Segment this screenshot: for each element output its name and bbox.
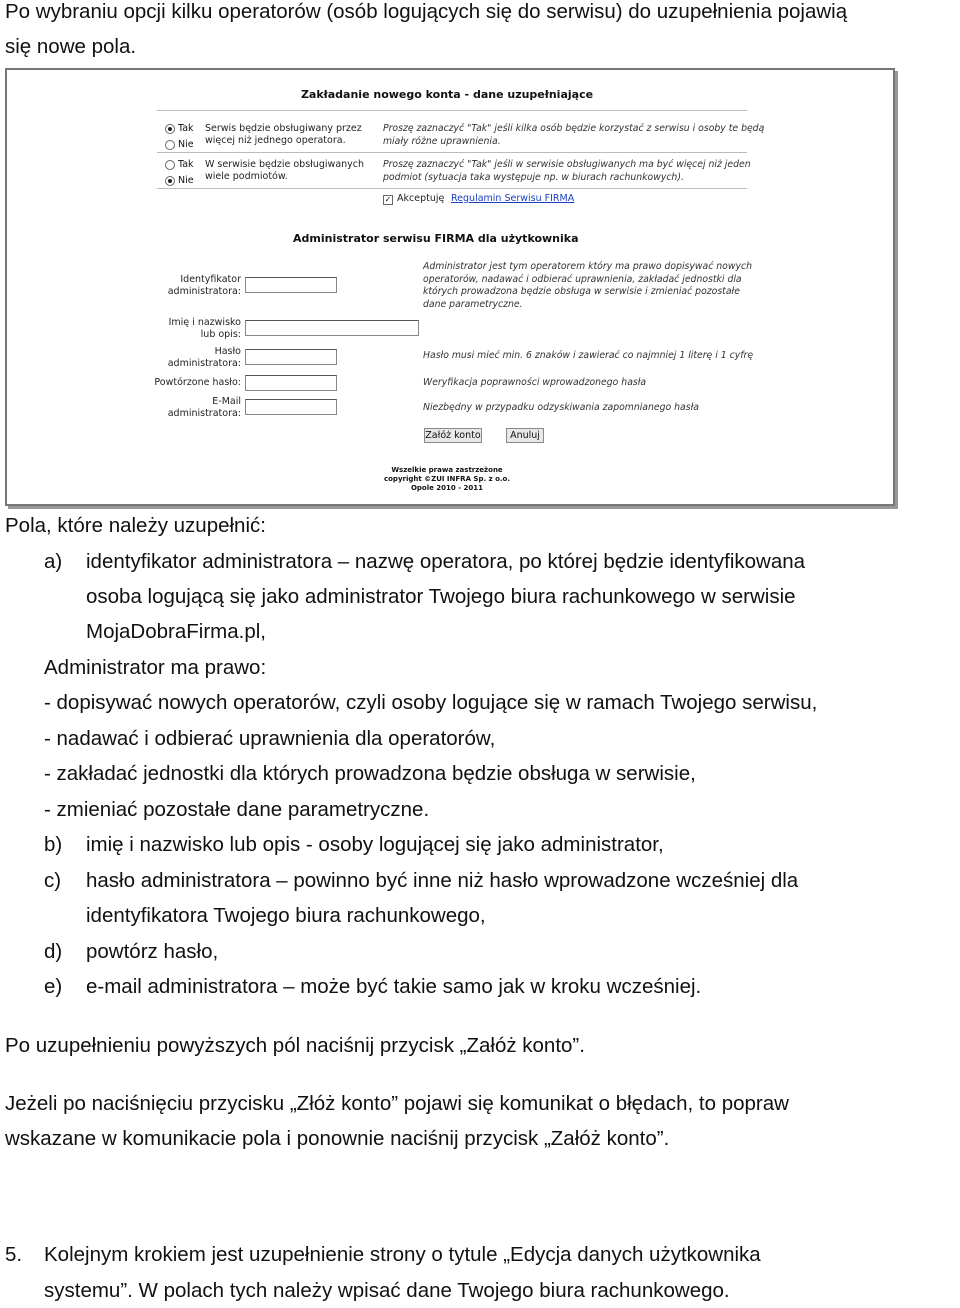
item-b: imię i nazwisko lub opis - osoby logującej się jako administrator, <box>86 833 664 856</box>
item-d-label: d) <box>44 940 63 963</box>
option1-no-label: Nie <box>178 139 194 150</box>
accept-label: Akceptuję <box>397 193 445 204</box>
intro-line-1: Po wybraniu opcji kilku operatorów (osób logujących się do serwisu) do uzupełnienia pojawią <box>5 0 848 23</box>
admin-id-input[interactable] <box>245 277 337 293</box>
item-a-line2: osoba logującą się jako administrator Twojego biura rachunkowego w serwisie <box>86 585 796 608</box>
radio-selected-icon <box>165 124 175 134</box>
email-label <box>137 396 241 420</box>
name-label-line2: lub opis: <box>200 329 241 340</box>
cancel-button[interactable]: Anuluj <box>506 428 544 443</box>
admin-hint <box>423 261 752 311</box>
item-a-label: a) <box>44 550 63 573</box>
admin-password-input[interactable] <box>245 349 337 365</box>
option2-hint <box>383 159 751 184</box>
right-item: - zakładać jednostki dla których prowadzona będzie obsługa w serwisie, <box>44 762 696 785</box>
radio-selected-icon <box>165 176 175 186</box>
admin-rights-heading: Administrator ma prawo: <box>44 656 267 679</box>
option2-text-line1: W serwisie będzie obsługiwanych <box>205 159 365 170</box>
password-label <box>137 346 241 370</box>
right-item: - zmieniać pozostałe dane parametryczne. <box>44 798 430 821</box>
paragraph-submit: Po uzupełnieniu powyższych pól naciśnij przycisk „Załóż konto”. <box>5 1034 585 1057</box>
email-hint: Niezbędny w przypadku odzyskiwania zapomnianego hasła <box>423 402 699 413</box>
password-hint: Hasło musi mieć min. 6 znaków i zawierać co najmniej 1 literę i 1 cyfrę <box>423 350 754 361</box>
option2-no-radio[interactable] <box>165 175 194 186</box>
admin-hint-line: Administrator jest tym operatorem który ma prawo dopisywać nowych <box>423 261 752 272</box>
email-label-line1: E-Mail <box>212 396 241 407</box>
divider <box>157 110 747 111</box>
option1-text-line1: Serwis będzie obsługiwany przez <box>205 123 362 134</box>
footer-line2: copyright ©ZUI INFRA Sp. z o.o. <box>383 475 511 483</box>
admin-heading: Administrator serwisu FIRMA dla użytkownika <box>293 232 579 245</box>
step5-number: 5. <box>5 1243 23 1266</box>
id-label <box>137 274 241 298</box>
accept-checkbox[interactable]: ✓ <box>384 195 392 204</box>
option1-no-radio[interactable] <box>165 139 194 150</box>
id-label-line1: Identyfikator <box>180 274 241 285</box>
divider <box>157 152 747 153</box>
admin-name-input[interactable] <box>245 320 419 336</box>
admin-hint-line: operatorów, nadawać i odbierać uprawnienia, zakładać jednostki dla <box>423 273 742 285</box>
name-label-line1: Imię i nazwisko <box>168 317 241 328</box>
step5-line1: Kolejnym krokiem jest uzupełnienie strony o tytule „Edycja danych użytkownika <box>44 1243 761 1266</box>
option1-yes-label: Tak <box>178 123 194 134</box>
footer <box>7 466 887 493</box>
option1-hint-line2: miały różne uprawnienia. <box>383 135 501 147</box>
right-item: - dopisywać nowych operatorów, czyli osoby logujące się w ramach Twojego serwisu, <box>44 691 818 714</box>
item-d: powtórz hasło, <box>86 940 219 963</box>
fields-heading: Pola, które należy uzupełnić: <box>5 514 266 537</box>
item-c-line2: identyfikatora Twojego biura rachunkowego, <box>86 904 486 927</box>
paragraph-errors-line1: Jeżeli po naciśnięciu przycisku „Złóż konto” pojawi się komunikat o błędach, to popraw <box>5 1092 789 1115</box>
option2-yes-radio[interactable] <box>165 159 194 170</box>
option2-no-label: Nie <box>178 175 194 186</box>
email-label-line2: administratora: <box>167 408 241 419</box>
admin-hint-line: których prowadzona będzie obsługa w serwisie i zmieniać pozostałe <box>423 286 740 297</box>
item-b-label: b) <box>44 833 63 856</box>
option2-hint-line2: podmiot (sytuacja taka występuje np. w biurach rachunkowych). <box>383 171 684 183</box>
option2-hint-line1: Proszę zaznaczyć "Tak" jeśli w serwisie obsługiwanych ma być więcej niż jeden <box>383 159 751 170</box>
repeat-password-label: Powtórzone hasło: <box>154 377 241 388</box>
repeat-password-hint: Weryfikacja poprawności wprowadzonego hasła <box>423 377 647 388</box>
paragraph-errors-line2: wskazane w komunikacie pola i ponownie naciśnij przycisk „Załóż konto”. <box>5 1127 670 1150</box>
intro-line-2: się nowe pola. <box>5 35 137 58</box>
item-c-label: c) <box>44 869 62 892</box>
option1-yes-radio[interactable] <box>165 123 194 134</box>
item-a-line1: identyfikator administratora – nazwę operatora, po której będzie identyfikowana <box>86 550 806 573</box>
right-item: - nadawać i odbierać uprawnienia dla operatorów, <box>44 727 496 750</box>
name-label <box>137 317 241 341</box>
admin-hint-line: dane parametryczne. <box>423 298 523 310</box>
id-label-line2: administratora: <box>167 286 241 297</box>
repeat-password-input[interactable] <box>245 375 337 391</box>
admin-email-input[interactable] <box>245 399 337 415</box>
option1-text <box>205 123 362 147</box>
option1-hint-line1: Proszę zaznaczyć "Tak" jeśli kilka osób będzie korzystać z serwisu i osoby te będą <box>383 123 765 134</box>
option2-text <box>205 159 364 183</box>
form-screenshot <box>5 68 895 506</box>
option1-hint <box>383 123 764 148</box>
item-a-line3: MojaDobraFirma.pl, <box>86 620 266 643</box>
option2-text-line2: wiele podmiotów. <box>205 171 288 182</box>
option1-text-line2: więcej niż jednego operatora. <box>205 135 346 146</box>
footer-line3: Opole 2010 - 2011 <box>410 484 484 492</box>
radio-empty-icon <box>165 140 175 150</box>
password-label-line2: administratora: <box>167 358 241 369</box>
item-c-line1: hasło administratora – powinno być inne niż hasło wprowadzone wcześniej dla <box>86 869 799 892</box>
create-account-button[interactable]: Załóż konto <box>425 430 481 441</box>
regulamin-link[interactable]: Regulamin Serwisu FIRMA <box>451 193 575 204</box>
password-label-line1: Hasło <box>214 346 241 357</box>
item-e-label: e) <box>44 975 63 998</box>
item-e: e-mail administratora – może być takie samo jak w kroku wcześniej. <box>86 975 702 998</box>
divider <box>157 188 747 189</box>
option2-yes-label: Tak <box>178 159 194 170</box>
form-title: Zakładanie nowego konta - dane uzupełniające <box>300 88 594 101</box>
footer-line1: Wszelkie prawa zastrzeżone <box>391 466 503 474</box>
radio-empty-icon <box>165 160 175 170</box>
step5-line2: systemu”. W polach tych należy wpisać dane Twojego biura rachunkowego. <box>44 1279 730 1302</box>
